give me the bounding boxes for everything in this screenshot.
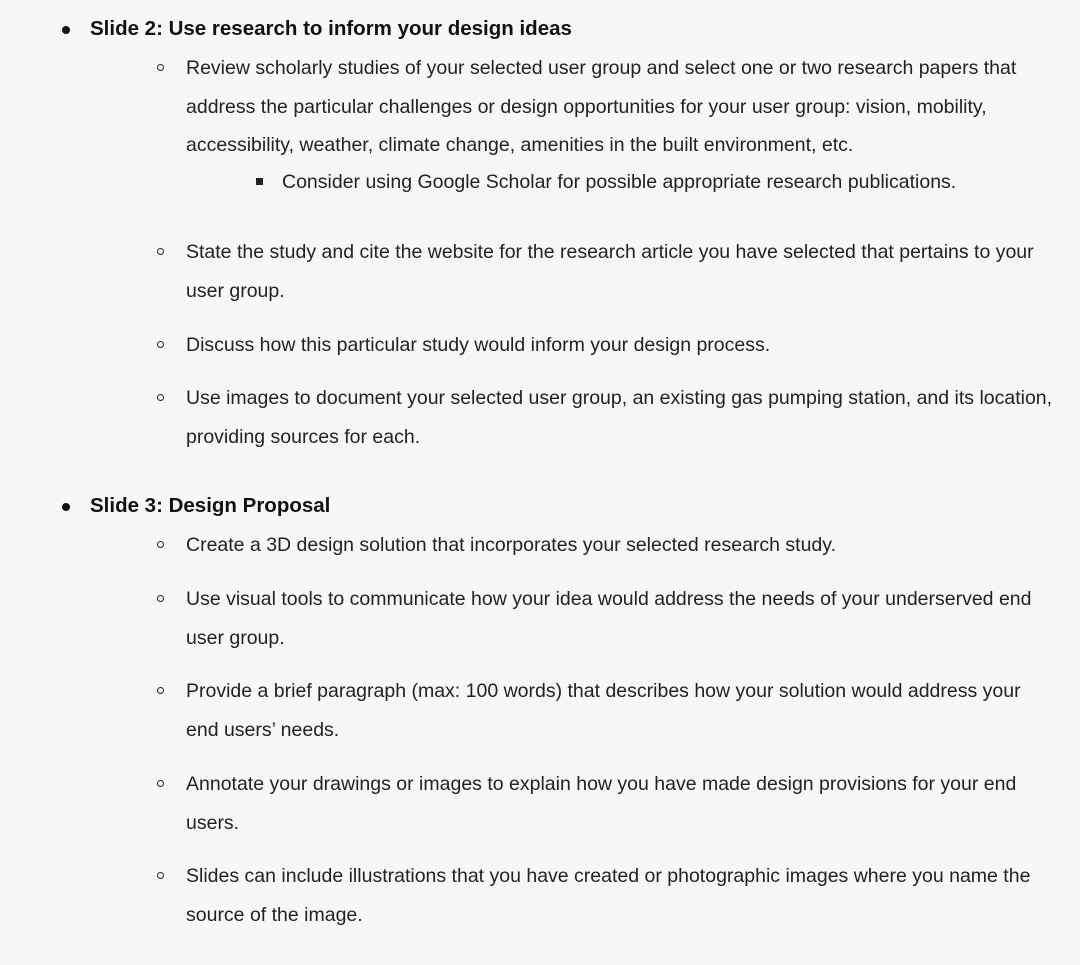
list-item: Create a 3D design solution that incorporates your selected research study. xyxy=(186,534,836,556)
bullet-circle-icon xyxy=(157,687,164,694)
bullet-circle-icon xyxy=(157,595,164,602)
bullet-disc-icon xyxy=(62,503,70,511)
list-item: Annotate your drawings or images to explain how you have made design provisions for your end users. xyxy=(186,773,1017,834)
list-item: Provide a brief paragraph (max: 100 words) that describes how your solution would address your end users’ needs. xyxy=(186,680,1021,741)
section-title: Slide 3: Design Proposal xyxy=(90,494,331,517)
bullet-circle-icon xyxy=(157,341,164,348)
bullet-disc-icon xyxy=(62,26,70,34)
list-item: Use visual tools to communicate how your idea would address the needs of your underserved end user group. xyxy=(186,588,1032,649)
list-item: Discuss how this particular study would inform your design process. xyxy=(186,334,771,356)
bullet-circle-icon xyxy=(157,248,164,255)
bullet-square-icon xyxy=(256,178,263,185)
bullet-circle-icon xyxy=(157,64,164,71)
list-item: Slides can include illustrations that you have created or photographic images where you name the source of the image. xyxy=(186,865,1031,926)
sub-list-item: Consider using Google Scholar for possible appropriate research publications. xyxy=(282,171,957,193)
list-item: Review scholarly studies of your selected user group and select one or two research papers that address the particular challenges or design opportunities for your user group: vision, mobility, accessibility, weather, climate change, amenities in the built environment, etc. xyxy=(186,57,1017,156)
bullet-circle-icon xyxy=(157,394,164,401)
bullet-circle-icon xyxy=(157,541,164,548)
bullet-circle-icon xyxy=(157,872,164,879)
section-title: Slide 2: Use research to inform your design ideas xyxy=(90,17,572,40)
list-item: Use images to document your selected user group, an existing gas pumping station, and its location, providing sources for each. xyxy=(186,387,1053,448)
bullet-circle-icon xyxy=(157,780,164,787)
list-item: State the study and cite the website for the research article you have selected that pertains to your user group. xyxy=(186,241,1034,302)
